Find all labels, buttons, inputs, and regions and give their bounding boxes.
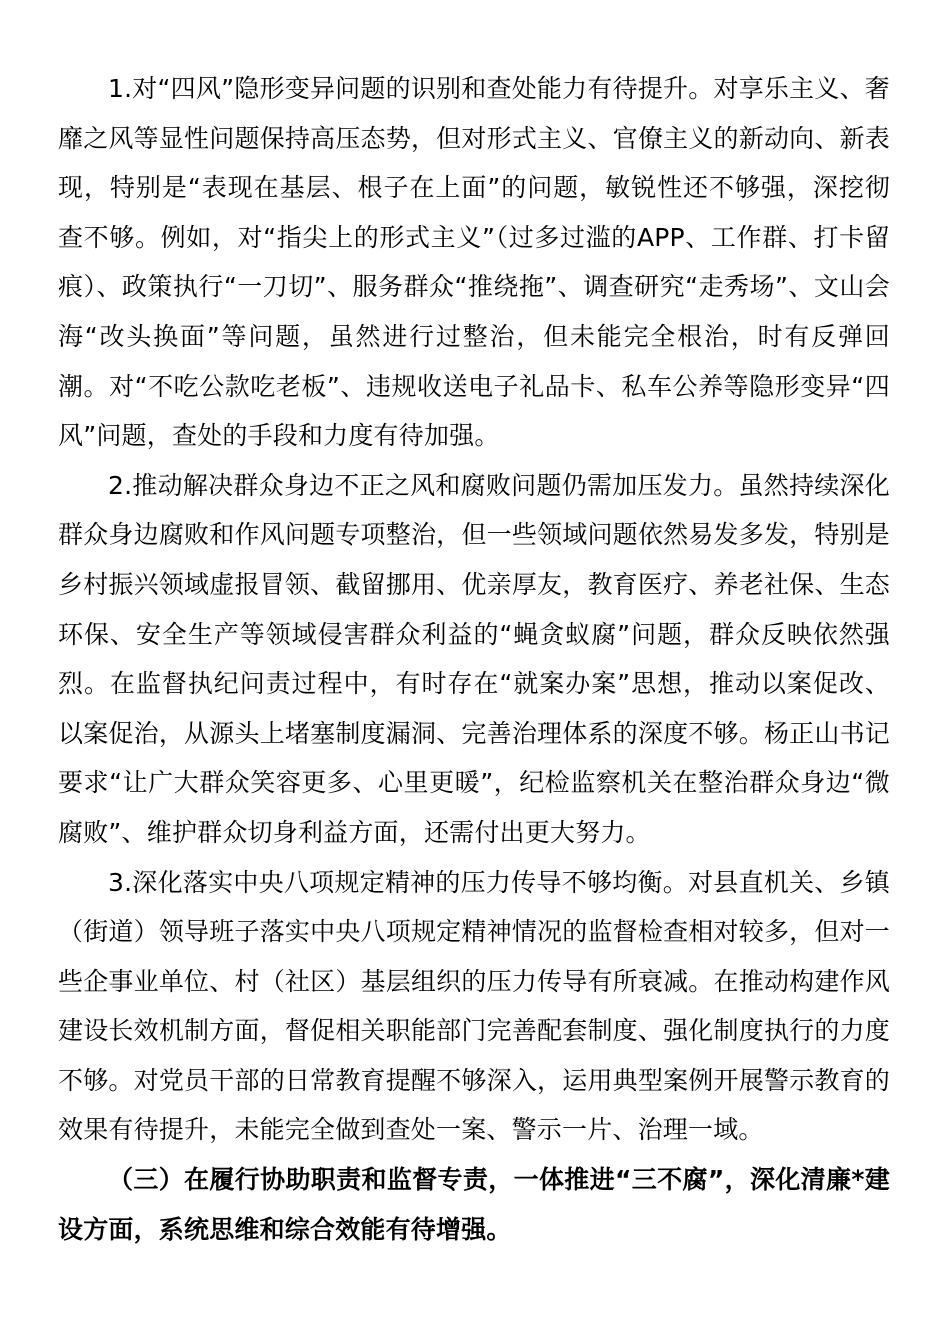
document-body bbox=[58, 64, 890, 1254]
section-heading: （三）在履行协助职责和监督专责，一体推进“三不腐”，深化清廉*建设方面，系统思维和综合效能有待增强。 bbox=[58, 1165, 890, 1244]
paragraph-2: 2.推动解决群众身边不正之风和腐败问题仍需加压发力。虽然持续深化群众身边腐败和作风问题专项整治，但一些领域问题依然易发多发，特别是乡村振兴领域虚报冒领、截留挪用、优亲厚友，教育医疗、养老社保、生态环保、安全生产等领域侵害群众利益的“蝇贪蚁腐”问题，群众反映依然强烈。在监督执纪问责过程中，有时存在“就案办案”思想，推动以案促改、以案促治，从源头上堵塞制度漏洞、完善治理体系的深度不够。杨正山书记要求“让广大群众笑容更多、心里更暖”，纪检监察机关在整治群众身边“微腐败”、维护群众切身利益方面，还需付出更大努力。 bbox=[58, 470, 890, 847]
paragraph-3: 3.深化落实中央八项规定精神的压力传导不够均衡。对县直机关、乡镇（街道）领导班子落实中央八项规定精神情况的监督检查相对较多，但对一些企事业单位、村（社区）基层组织的压力传导有所衰减。在推动构建作风建设长效机制方面，督促相关职能部门完善配套制度、强化制度执行的力度不够。对党员干部的日常教育提醒不够深入，运用典型案例开展警示教育的效果有待提升，未能完全做到查处一案、警示一片、治理一域。 bbox=[58, 867, 890, 1145]
paragraph-1: 1.对“四风”隐形变异问题的识别和查处能力有待提升。对享乐主义、奢靡之风等显性问题保持高压态势，但对形式主义、官僚主义的新动向、新表现，特别是“表现在基层、根子在上面”的问题，敏锐性还不够强，深挖彻查不够。例如，对“指尖上的形式主义”（过多过滥的APP、工作群、打卡留痕）、政策执行“一刀切”、服务群众“推绕拖”、调查研究“走秀场”、文山会海“改头换面”等问题，虽然进行过整治，但未能完全根治，时有反弹回潮。对“不吃公款吃老板”、违规收送电子礼品卡、私车公养等隐形变异“四风”问题，查处的手段和力度有待加强。 bbox=[58, 74, 890, 451]
